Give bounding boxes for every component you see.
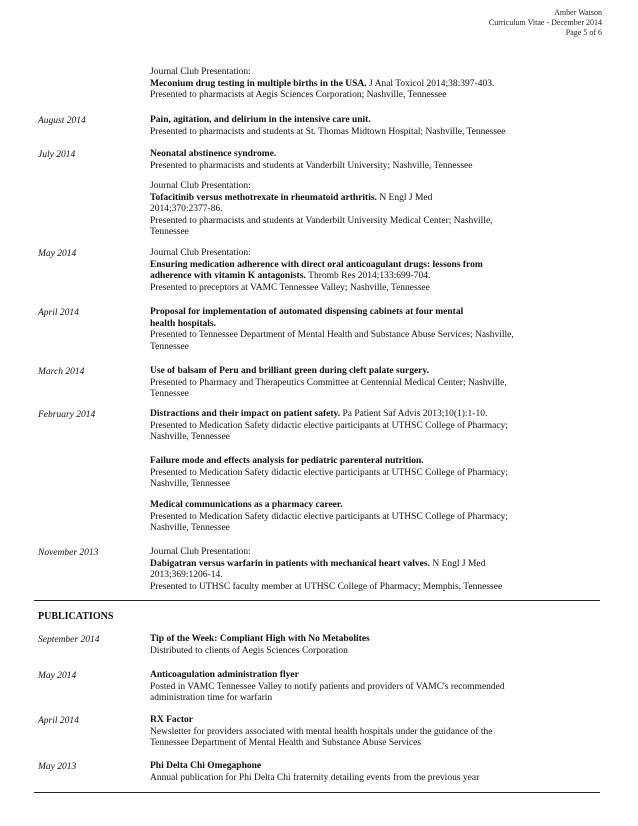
citation-text: Thromb Res 2014;133:699-704.: [308, 271, 431, 281]
publication-details: [150, 634, 605, 657]
section-divider-top: [34, 600, 600, 601]
presentation-title-line: Proposal for implementation of automated dispensing cabinets at four mental: [150, 307, 464, 317]
presentation-description-line: Presented to UTHSC faculty member at UTHSC College of Pharmacy; Memphis, Tennessee: [150, 581, 503, 592]
presentation-description-line: Presented to Medication Safety didactic elective participants at UTHSC College of Pharmacy;: [150, 467, 508, 478]
presentation-description-line: Journal Club Presentation:: [150, 547, 251, 557]
presentation-title-line: Neonatal abstinence syndrome.: [150, 149, 277, 159]
presentation-details: [150, 500, 605, 535]
publication-title-line: RX Factor: [150, 715, 193, 725]
presentation-details: [150, 456, 605, 491]
publication-description-line: Posted in VAMC Tennessee Valley to notify patients and providers of VAMC's recommended: [150, 681, 505, 692]
publication-date: September 2014: [38, 635, 100, 645]
publication-title-line: Phi Delta Chi Omegaphone: [150, 761, 262, 771]
presentation-description-line: Journal Club Presentation:: [150, 67, 251, 77]
header-page-number: Page 5 of 6: [565, 28, 602, 37]
presentation-description-line: Presented to pharmacists and students at St. Thomas Midtown Hospital; Nashville, Tennessee: [150, 126, 506, 137]
publication-description-line: Newsletter for providers associated with mental health hospitals under the guidance of the: [150, 726, 493, 737]
presentation-title-line: Medical communications as a pharmacy career.: [150, 500, 343, 510]
presentation-description-line: Presented to Medication Safety didactic elective participants at UTHSC College of Pharmacy;: [150, 511, 508, 522]
presentation-title-line: [150, 559, 605, 571]
presentation-details: [150, 149, 605, 172]
presentation-details: [150, 366, 605, 401]
presentation-description-line: Presented to preceptors at VAMC Tennessee Valley; Nashville, Tennessee: [150, 282, 430, 293]
presentation-description-line: Nashville, Tennessee: [150, 432, 230, 442]
citation-text: J Anal Toxicol 2014;38:397-403.: [369, 78, 495, 89]
publications-section-title: PUBLICATIONS: [38, 611, 114, 622]
title-text: Dabigatran versus warfarin in patients with mechanical heart valves.: [150, 558, 433, 569]
presentation-title-line: Pain, agitation, and delirium in the intensive care unit.: [150, 115, 371, 125]
publication-description-line: Annual publication for Phi Delta Chi fraternity detailing events from the previous year: [150, 772, 480, 783]
presentation-description-line: Presented to pharmacists at Aegis Sciences Corporation; Nashville, Tennessee: [150, 90, 447, 100]
publication-date: April 2014: [38, 716, 79, 726]
presentation-description-line: Nashville, Tennessee: [150, 523, 230, 533]
publication-details: [150, 715, 605, 750]
presentation-date: August 2014: [38, 116, 86, 126]
section-divider-bottom: [34, 792, 600, 793]
presentation-details: [150, 181, 605, 239]
presentation-date: March 2014: [38, 367, 85, 377]
header-name: Amber Watson: [554, 8, 602, 17]
presentation-description-line: Presented to Medication Safety didactic elective participants at UTHSC College of Pharmacy;: [150, 420, 508, 431]
publication-details: [150, 670, 605, 705]
citation-text: N Engl J Med: [379, 192, 433, 203]
presentation-date: November 2013: [38, 548, 99, 558]
presentation-title-line: [150, 271, 605, 283]
title-text: adherence with vitamin K antagonists.: [150, 271, 309, 281]
page-header: [302, 8, 602, 38]
presentation-date: April 2014: [38, 308, 79, 318]
presentation-title-line: [150, 193, 605, 205]
presentation-description-line: Presented to Tennessee Department of Mental Health and Substance Abuse Services; Nashville,: [150, 330, 514, 340]
presentation-title-line: Use of balsam of Peru and brilliant green during cleft palate surgery.: [150, 366, 430, 376]
presentation-details: [150, 248, 605, 294]
presentation-date: February 2014: [38, 410, 96, 420]
title-text: Distractions and their impact on patient safety.: [150, 409, 343, 419]
presentation-title-line: Ensuring medication adherence with direct oral anticoagulant drugs: lessons from: [150, 259, 483, 270]
header-subtitle: Curriculum Vitae - December 2014: [488, 18, 602, 27]
presentation-description-line: Journal Club Presentation:: [150, 181, 251, 191]
publication-date: May 2014: [38, 671, 77, 681]
presentation-title-line: health hospitals.: [150, 318, 216, 329]
presentation-title-line: [150, 79, 605, 91]
presentation-description-line: 2014;370:2377-86.: [150, 204, 223, 214]
publication-title-line: Anticoagulation administration flyer: [150, 670, 299, 680]
presentation-details: [150, 307, 605, 353]
presentation-description-line: Journal Club Presentation:: [150, 248, 251, 258]
publication-date: May 2013: [38, 762, 77, 772]
presentation-details: [150, 409, 605, 444]
presentation-date: May 2014: [38, 249, 77, 259]
presentation-details: [150, 115, 605, 138]
publication-title-line: Tip of the Week: Compliant High with No Metabolites: [150, 634, 370, 644]
publication-description-line: Tennessee Department of Mental Health and Substance Abuse Services: [150, 738, 422, 748]
presentation-description-line: Presented to pharmacists and students at Vanderbilt University Medical Center; Nashville,: [150, 215, 493, 226]
presentation-date: July 2014: [38, 150, 76, 160]
citation-text: Pa Patient Saf Advis 2013;10(1):1-10.: [342, 409, 488, 419]
publication-description-line: Distributed to clients of Aegis Sciences Corporation: [150, 645, 348, 656]
citation-text: N Engl J Med: [432, 558, 486, 569]
presentation-description-line: Tennessee: [150, 389, 189, 399]
presentation-description-line: Presented to Pharmacy and Therapeutics Committee at Centennial Medical Center; Nashville,: [150, 377, 507, 388]
presentation-title-line: Failure mode and effects analysis for pediatric parenteral nutrition.: [150, 456, 424, 466]
presentation-description-line: Presented to pharmacists and students at Vanderbilt University; Nashville, Tennessee: [150, 160, 473, 171]
presentation-description-line: Nashville, Tennessee: [150, 479, 230, 489]
presentation-details: [150, 67, 605, 102]
presentation-title-line: [150, 409, 605, 421]
publication-description-line: administration time for warfarin: [150, 693, 273, 703]
presentation-description-line: Tennessee: [150, 341, 189, 352]
presentation-description-line: Tennessee: [150, 227, 189, 237]
title-text: Tofacitinib versus methotrexate in rheumatoid arthritis.: [150, 192, 380, 203]
title-text: Meconium drug testing in multiple births in the USA.: [150, 78, 370, 89]
presentation-description-line: 2013;369:1206-14.: [150, 570, 223, 580]
publication-details: [150, 761, 605, 784]
presentation-details: [150, 547, 605, 593]
